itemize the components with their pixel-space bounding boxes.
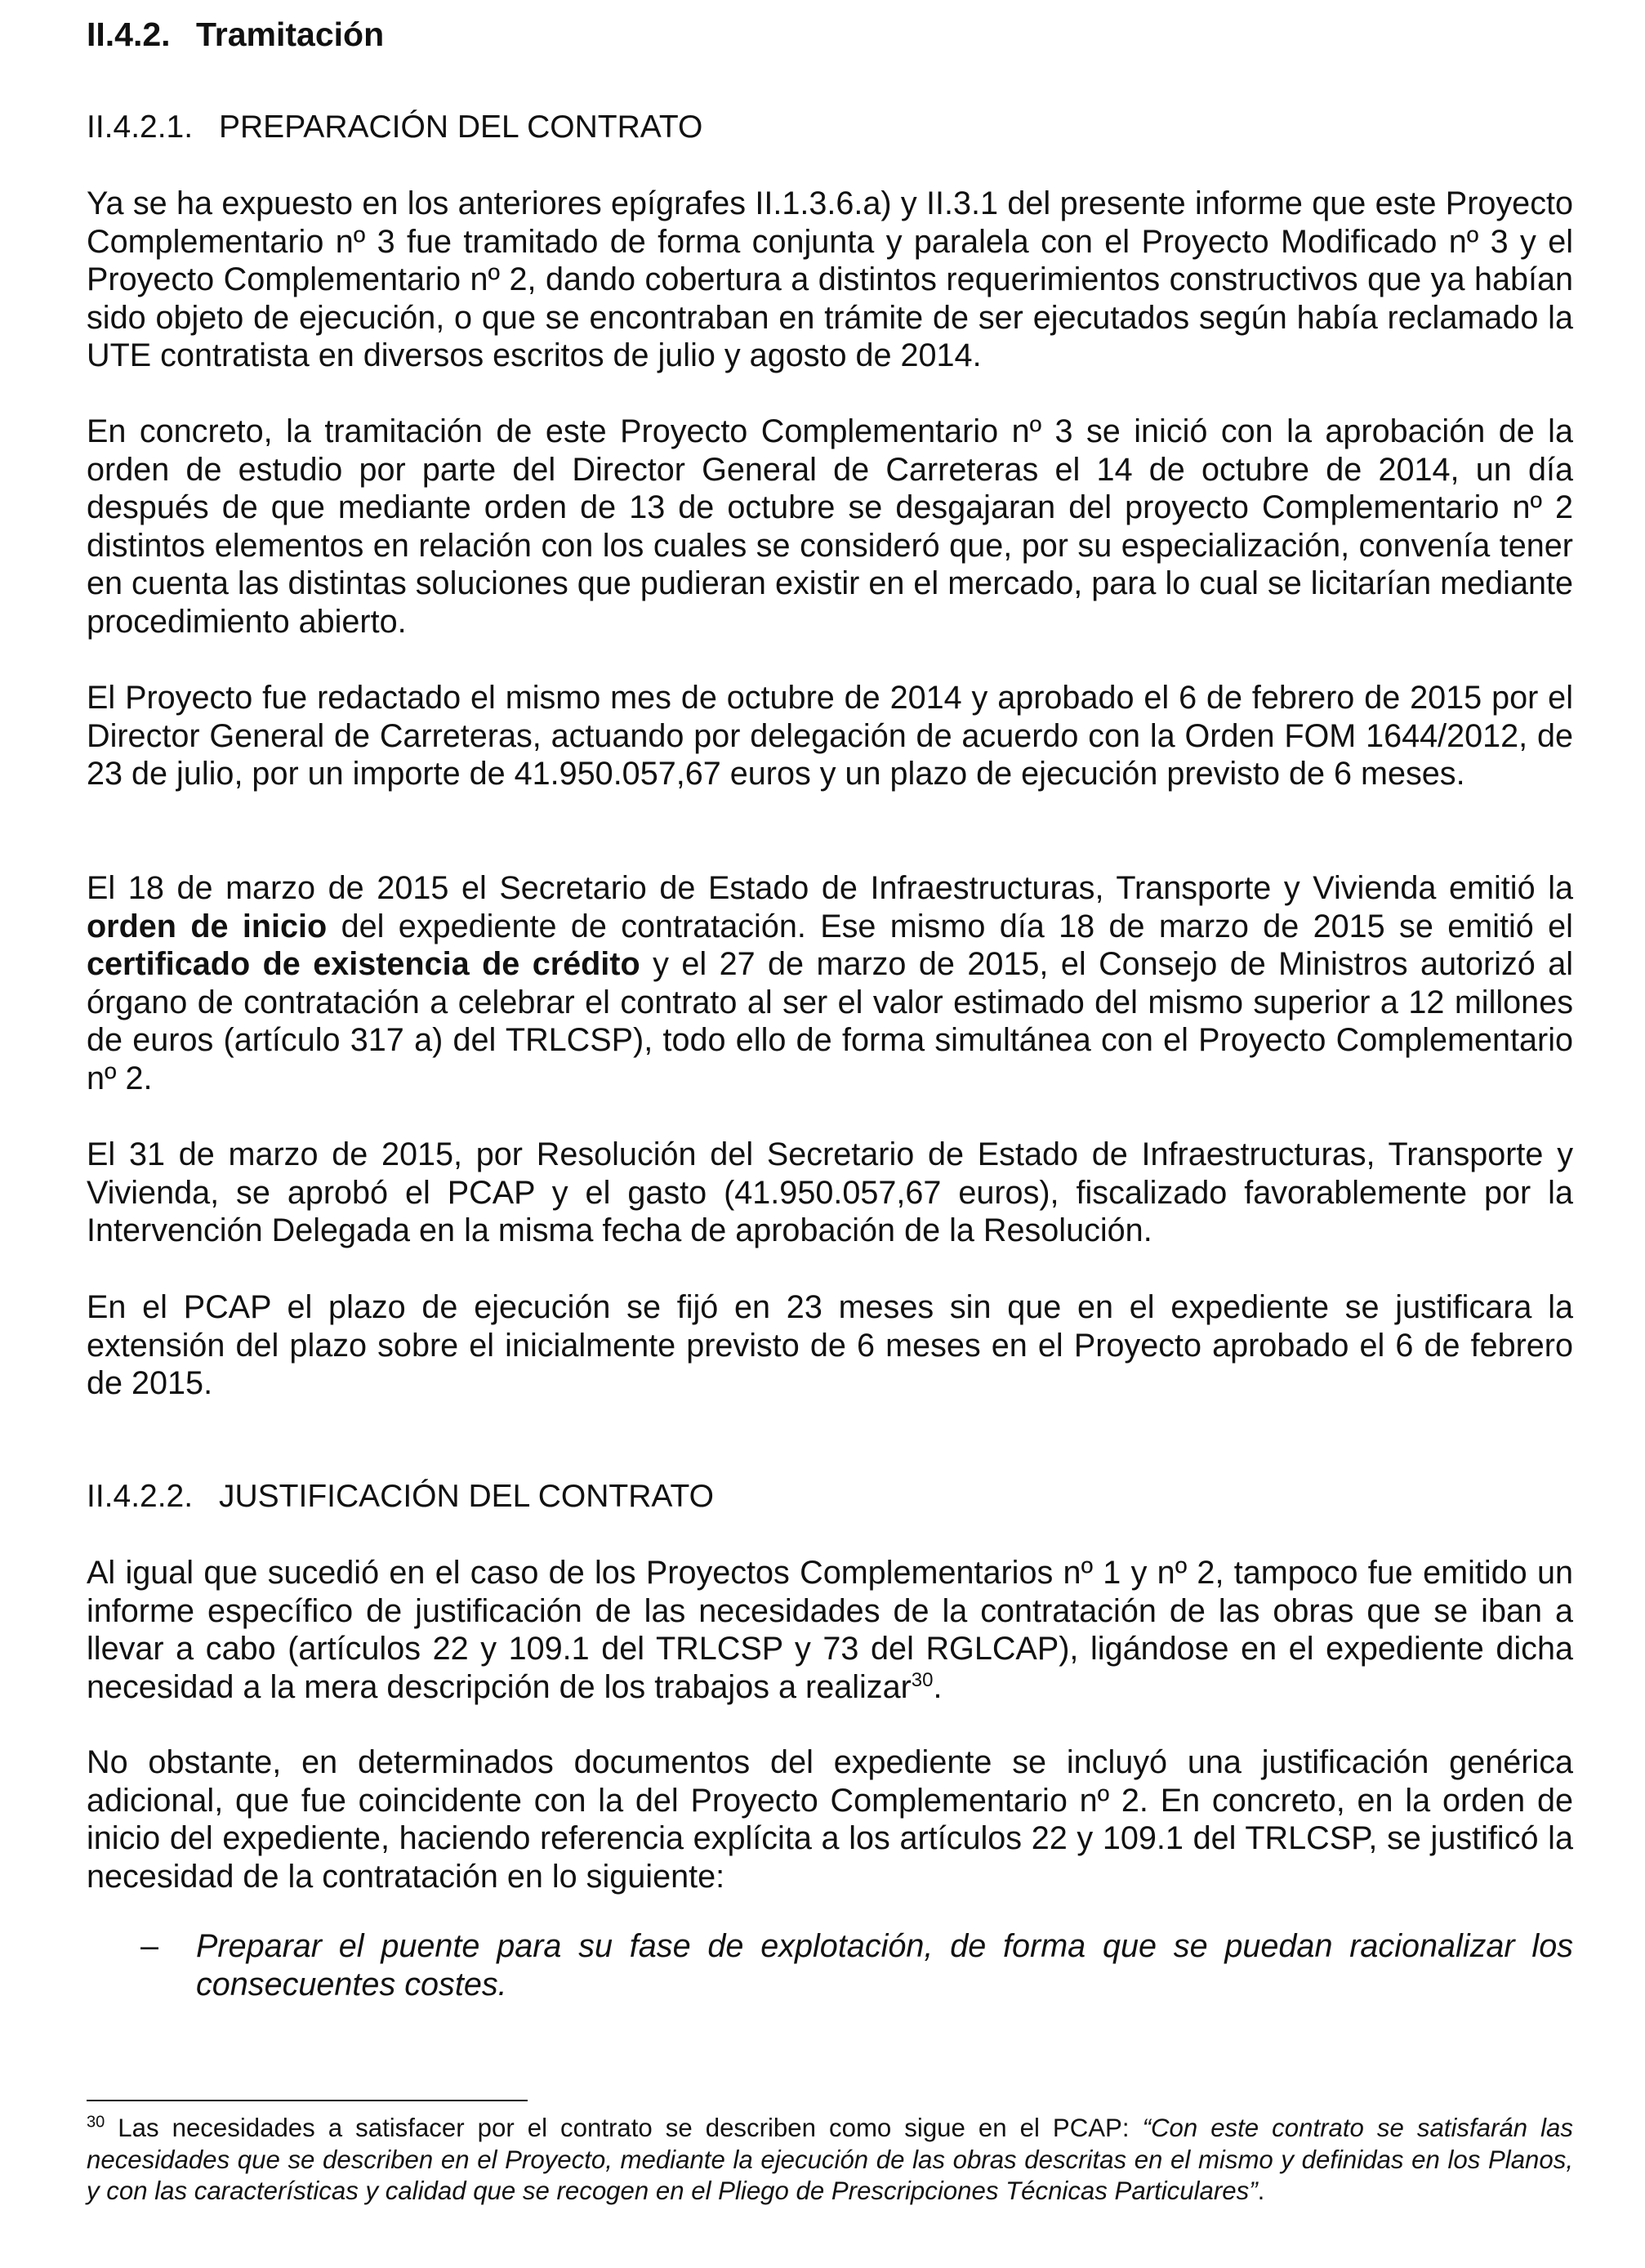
paragraph-4 xyxy=(87,869,1573,1097)
paragraph-1: Ya se ha expuesto en los anteriores epígrafes II.1.3.6.a) y II.3.1 del presente informe que este Proyecto Complementario nº 3 fue tramitado de forma conjunta y paralela con el Proyecto Modificado nº 3 y el Proyecto Complementario nº 2, dando cobertura a distintos requerimientos constructivos que ya habían sido objeto de ejecución, o que se encontraban en trámite de ser ejecutados según había reclamado la UTE contratista en diversos escritos de julio y agosto de 2014. xyxy=(87,185,1573,373)
footnote-separator xyxy=(87,2100,528,2101)
bullet-dash-marker: – xyxy=(140,1928,159,1964)
footnote-end: . xyxy=(1257,2176,1265,2205)
footnote-quote: “Con este contrato se satisfarán las necesidades que se describen en el Proyecto, mediante la ejecución de las obras descritas en el mismo y definidas en los Planos, y con las características y calidad que se recogen en el Pliego de Prescripciones Técnicas Particulares” xyxy=(87,2114,1573,2205)
paragraph-7 xyxy=(87,1554,1573,1706)
section-title: Tramitación xyxy=(196,16,385,53)
subsection-title: JUSTIFICACIÓN DEL CONTRATO xyxy=(219,1479,714,1514)
paragraph-6: En el PCAP el plazo de ejecución se fijó en 23 meses sin que en el expediente se justificara la extensión del plazo sobre el inicialmente previsto de 6 meses en el Proyecto aprobado el 6 de febrero de 2015. xyxy=(87,1289,1573,1401)
section-heading xyxy=(87,11,384,57)
subsection-heading-justificacion xyxy=(87,1474,714,1520)
footnote xyxy=(87,2113,1573,2208)
subsection-number: II.4.2.1. xyxy=(87,109,194,145)
section-number: II.4.2. xyxy=(87,16,171,53)
certificado-credito-bold: certificado de existencia de crédito xyxy=(87,946,640,982)
paragraph-4-text-c: del expediente de contratación. Ese mismo día 18 de marzo de 2015 se emitió el xyxy=(327,908,1573,944)
subsection-heading-preparacion xyxy=(87,105,702,150)
footnote-reference[interactable]: 30 xyxy=(911,1668,934,1691)
subsection-title: PREPARACIÓN DEL CONTRATO xyxy=(219,109,703,145)
paragraph-7-text: Al igual que sucedió en el caso de los Proyectos Complementarios nº 1 y nº 2, tampoco fue emitido un informe específico de justificación de las necesidades de la contratación de las obras que se iban a llevar a cabo (artículos 22 y 109.1 del TRLCSP y 73 del RGLCAP), ligándose en el expediente dicha necesidad a la mera descripción de los trabajos a realizar xyxy=(87,1555,1573,1705)
paragraph-3: El Proyecto fue redactado el mismo mes de octubre de 2014 y aprobado el 6 de febrero de 2015 por el Director General de Carreteras, actuando por delegación de acuerdo con la Orden FOM 1644/2012, de 23 de julio, por un importe de 41.950.057,67 euros y un plazo de ejecución previsto de 6 meses. xyxy=(87,680,1573,792)
paragraph-7-end: . xyxy=(933,1668,943,1705)
subsection-number: II.4.2.2. xyxy=(87,1479,194,1514)
paragraph-5: El 31 de marzo de 2015, por Resolución del Secretario de Estado de Infraestructuras, Transporte y Vivienda, se aprobó el PCAP y el gasto (41.950.057,67 euros), fiscalizado favorablemente por la Intervención Delegada en la misma fecha de aprobación de la Resolución. xyxy=(87,1136,1573,1248)
footnote-number: 30 xyxy=(87,2113,105,2132)
footnote-lead-text: Las necesidades a satisfacer por el contrato se describen como sigue en el PCAP: xyxy=(105,2114,1143,2142)
paragraph-4-text-d: y el 27 de marzo de 2015, el Consejo de Ministros autorizó al órgano de contratación a celebrar el contrato al ser el valor estimado del mismo superior a 12 millones de euros (artículo 317 a) del TRLCSP), todo ello de forma simultánea con el Proyecto Complementario nº 2. xyxy=(87,946,1573,1096)
bullet-text: Preparar el puente para su fase de explotación, de forma que se puedan racionalizar los consecuentes costes. xyxy=(196,1928,1573,2002)
paragraph-8: No obstante, en determinados documentos del expediente se incluyó una justificación genérica adicional, que fue coincidente con la del Proyecto Complementario nº 2. En concreto, en la orden de inicio del expediente, haciendo referencia explícita a los artículos 22 y 109.1 del TRLCSP, se justificó la necesidad de la contratación en lo siguiente: xyxy=(87,1744,1573,1895)
paragraph-4-text-a: El 18 de marzo de 2015 el Secretario de Estado de Infraestructuras, Transporte y Vivienda emitió la xyxy=(87,870,1573,906)
paragraph-2: En concreto, la tramitación de este Proyecto Complementario nº 3 se inició con la aprobación de la orden de estudio por parte del Director General de Carreteras el 14 de octubre de 2014, un día después de que mediante orden de 13 de octubre se desgajaran del proyecto Complementario nº 2 distintos elementos en relación con los cuales se consideró que, por su especialización, convenía tener en cuenta las distintas soluciones que pudieran existir en el mercado, para lo cual se licitarían mediante procedimiento abierto. xyxy=(87,413,1573,640)
orden-de-inicio-bold: orden de inicio xyxy=(87,908,328,944)
